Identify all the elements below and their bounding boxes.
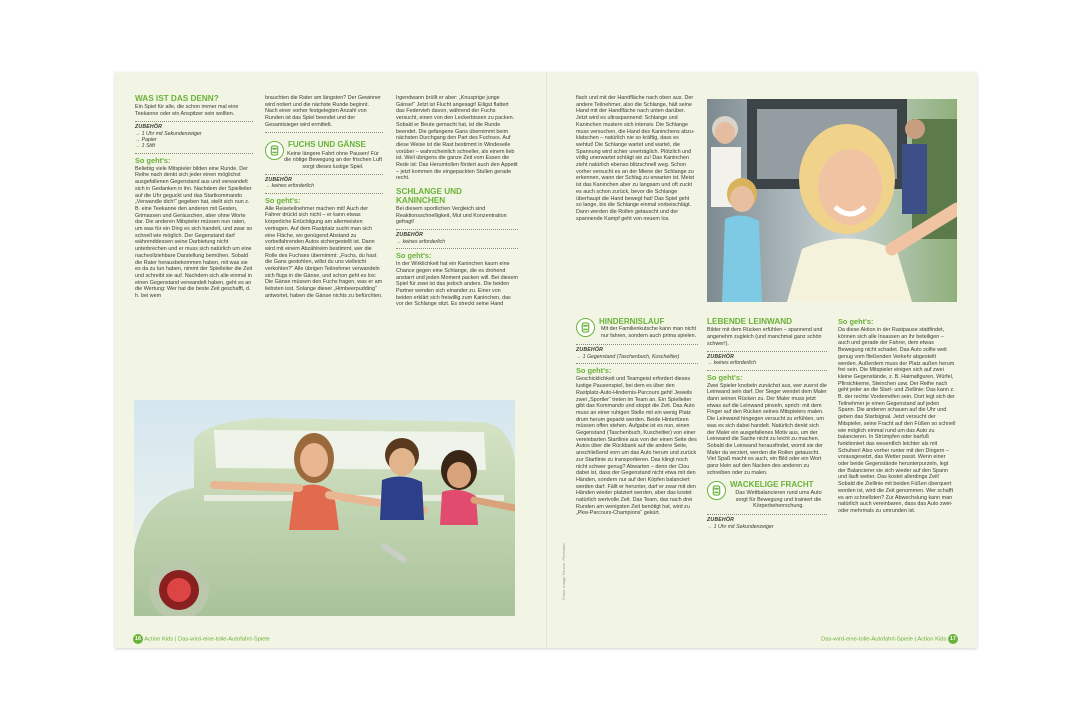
divider (396, 248, 518, 249)
how-heading: So geht's: (396, 251, 432, 261)
divider (265, 193, 383, 194)
footer-left (133, 634, 270, 644)
how-text: Da diese Aktion in der Rastpause stattfindet, können sich alle Insassen an ihr beteiligen – auch und gerade der Fahrer, dem etwas Bewegung nicht schadet. Das Auto sollte weit genug vom fließenden Verkehr abgestellt werden. Außerdem muss der Platz außen herum frei sein. Die Mitspieler einigen sich auf zwei kleine Gegenstände, z. B. Haimafiguren, Würfel, Pfirsichkerne, Steinchen usw. Der Reihe nach geht jeder an die Start- und Ziellinie: Das kann z. B. der rechte Vorderreifen sein. Dort legt sich der Teilnehmer je einen Gegenstand auf jeden Spann. Die anderen schauen auf die Uhr und geben das Startsignal. Jetzt versucht der Mitspieler, seine Fracht auf den Füßen so schnell wie möglich einmal rund um das Auto zu balancieren. In Strümpfen oder barfuß funktioniert das wesentlich leichter als mit Schuhen! Also vorher runter mit den Dingern – vorausgesetzt, das Wetter passt. Wenn einer oder beide Gegenstände herunterpurzeln, legt der Balancierer sie sich wieder auf den Spann und läuft weiter. Das kostet allerdings Zeit! Sobald die Ziellinie mit beiden Füßen überquert worden ist, wird die Zeit genommen. Wer schafft es am schnellsten? Zur Abwechslung kann man natürlich auch vereinbaren, dass das Auto zwei- oder mehrmals zu umrunden ist. (838, 327, 956, 514)
heading-schlange: SCHLANGE UND KANINCHEN (396, 187, 462, 205)
needs-label: ZUBEHÖR (396, 232, 424, 239)
how-heading: So geht's: (838, 317, 874, 326)
right-column-1 (576, 318, 698, 519)
intro-text: Bilder mit dem Rücken erfühlen – spannend und angenehm zugleich (und manchmal ganz schön schwer!). (707, 327, 823, 347)
game-intro: Keine längere Fahrt ohne Pausen! Für die nötige Bewegung an der frischen Luft sorgt dieses lustige Spiel. (284, 150, 382, 170)
footer-text: Das-wird-eine-tolle-Autofahrt-Spiele | Action Kids (821, 636, 947, 643)
needs-label: ZUBEHÖR (265, 176, 293, 183)
heading-lebende-leinwand: LEBENDE LEINWAND (707, 317, 793, 326)
needs-item: → 1 Gegenstand (Taschenbuch, Kuscheltier) (576, 354, 680, 361)
how-text: Geschicklichkeit und Teamgeist erfordert dieses lustige Pausenspiel, bei dem es über den Rastplatz-Auto-Hindernis-Parcours geht! Jeweils zwei „Sportler“ treten im Team an. Ein Spielleiter gibt das Kommando und stoppt die Zeit. Das Auto muss an einer ruhigen Stelle mit ein wenig Platz drum herum geparkt werden. Beide Hintertüren müssen offen stehen. Aufgabe ist es nun, einen Gegenstand (Taschenbuch, Kuscheltier) von einer vereinbarten Startlinie aus von der einen Seite des Autos über die Rückbank auf die andere Seite, anschließend vorn um das Auto herum und zurück zur Startlinie zu transportieren. Das klingt noch nicht schwer genug? Abwarten – denn der Clou dabei ist, dass der Gegenstand nicht etwa mit den Händen, sondern nur auf den Köpfen balanciert werden darf. Fällt er herunter, darf er zwar mit den Händen wieder platziert werden, aber das kostet natürlich wertvolle Zeit. Das Team, das nach drei Runden am wenigsten Zeit benötigt hat, wird zu „Pkw-Parcours-Champions“ gekürt. (576, 376, 697, 517)
car-icon (265, 141, 284, 160)
intro-text: Bei diesem sportlichen Vergleich sind Reaktionsschnelligkeit, Mut und Konzentration gefragt! (396, 205, 507, 226)
divider (707, 370, 827, 371)
divider (265, 132, 383, 133)
intro-text: Ein Spiel für alle, die schon immer mal eine Teekanne oder ein Anspitzer sein wollten. (135, 104, 239, 118)
how-heading: So geht's: (265, 195, 301, 205)
divider (576, 363, 698, 364)
heading-was-ist-das: WAS IST DAS DENN? (135, 94, 219, 103)
game-title: HINDERNISLAUF (599, 317, 665, 326)
right-column-2 (707, 318, 827, 531)
page-number: 17 (948, 634, 958, 644)
game-title: FUCHS UND GÄNSE (288, 139, 366, 149)
continued-text: brauchten die Rater am längsten? Der Gewinner wird notiert und die nächste Runde beginnt. Nach einer vorher festgelegten Anzahl von Runden ist das Spiel beendet und der Gesamtsieger wird ermittelt. (265, 95, 381, 128)
divider (135, 121, 253, 122)
needs-item: → keines erforderlich (396, 238, 446, 245)
continued-text: flach und mit der Handfläche nach oben aus. Der andere Teilnehmer, also die Schlange, hält seine Hand mit der Handfläche nach unten darüber. Jetzt wird es ultraspannend: Schlange und Kaninchen mustern sich intensiv. Die Schlange muss versuchen, die Hand des Kaninchens abzuklatschen – natürlich nie so kräftig, dass es wehtut! Die Schlange wartet und wartet, die Spannung wird schier unerträglich. Plötzlich und völlig unerwartet schlägt sie zu! Das Kaninchen zieht natürlich ebenso blitzschnell weg. Schon vorher versucht es an der Miene der Schlange zu erkennen, wann der Schlag zu erwarten ist. Meist ist das Kaninchen aber zu langsam und oft zuckt es auch schon zurück, bevor die Schlange überhaupt die Hand bewegt hat! Das Spiel geht so lange, bis die Schlange einmal vorbeischlägt. Dann werden die Rollen getauscht und der spannende Kampf geht von neuem los. (576, 95, 695, 222)
photo-smiling-girl (707, 99, 957, 302)
divider (135, 153, 253, 154)
gutter (546, 72, 547, 648)
left-column-1 (135, 95, 253, 301)
divider (396, 229, 518, 230)
page-number: 16 (133, 634, 143, 644)
how-heading: So geht's: (707, 372, 743, 382)
left-column-3 (396, 95, 518, 310)
needs-label: ZUBEHÖR (576, 347, 604, 354)
how-text: In der Wirklichkeit hat ein Kaninchen kaum eine Chance gegen eine Schlange, die es drohend anstarrt und jeden Moment packen will. Bei diesem Spiel für zwei ist das jedoch anders. Die beiden Partner wenden sich einander zu. Einer von beiden erklärt sich freiwillig zum Kaninchen, das vor der Schlange sitzt. Es streckt seine Hand (396, 261, 518, 308)
divider (707, 351, 827, 352)
car-icon (576, 318, 595, 337)
needs-item: → keines erforderlich (265, 183, 315, 190)
how-heading: So geht's: (576, 366, 612, 376)
needs-item: → Papier (135, 136, 157, 143)
how-text: Zwei Spieler knobeln zunächst aus, wer zuerst die Leinwand sein darf. Der Sieger wendet dem Maler dann seinen Rücken zu. Der Maler muss jetzt etwas auf die Leinwand pinseln, sprich: mit dem Finger auf den Rücken seines Mitspielers malen. Die Leinwand hingegen versucht zu erfühlen, um was es sich dabei handelt. Natürlich denkt sich der Maler ein ausgefallenes Motiv aus, um der Leinwand die Sache nicht zu leicht zu machen. Sobald die Leinwand herausfindet, womit sie der Maler da verziert, werden die Rollen getauscht. Viel Spaß macht es auch, ein Bild oder ein Wort ganz klein auf den Nacken des anderen zu schreiben oder zu malen. (707, 382, 827, 476)
game-header (576, 318, 698, 341)
car-icon (707, 481, 726, 500)
photo-credit: Fotos: Image Source, Photodisc (561, 543, 566, 600)
continued-text: Irgendwann brüllt er aber: „Knusprige junge Gänse!“ Jetzt ist Flucht angesagt! Eiligst flattert das Federvieh davon, während der Fuchs versucht, einen von den Leckerbissen zu packen. Sobald er Beute gemacht hat, ist die Runde beendet. Die gefangene Gans übernimmt beim nächsten Durchgang den Part des Fuchses. Auf diese Weise ist die Rast bestimmt in Windeseile vorüber – wahrscheinlich schneller, als einem lieb ist. Weil übrigens die ganze Zeit vom Essen die Rede ist: Das Herumtollen fördert auch den Appetit – jetzt kommen die eingepackten Stullen gerade recht. (396, 95, 518, 182)
divider (265, 174, 383, 175)
game-header (707, 481, 827, 511)
how-heading: So geht's: (135, 155, 171, 165)
game-intro: Mit der Familienkutsche kann man nicht nur fahren, sondern auch prima spielen. (600, 326, 697, 340)
footer-text: Action Kids | Das-wird-eine-tolle-Autofahrt-Spiele (144, 636, 270, 643)
game-intro: Das Wettbalancieren rund ums Auto sorgt für Bewegung und trainiert die Körperbeherrschung. (735, 489, 822, 510)
needs-label: ZUBEHÖR (707, 353, 735, 360)
divider (707, 514, 827, 515)
needs-item: → 1 Uhr mit Sekundenzeiger (707, 524, 774, 531)
game-title: WACKELIGE FRACHT (730, 480, 814, 490)
needs-item: → 1 Stift (135, 143, 155, 150)
right-column-3 (838, 318, 956, 516)
needs-label: ZUBEHÖR (135, 123, 163, 130)
needs-label: ZUBEHÖR (707, 517, 735, 524)
how-text: Alle Reiseteilnehmer machen mit! Auch der Fahrer drückt sich nicht – er kann etwas körperliche Ertüchtigung am allermeisten vertragen. Auf dem Rastplatz sucht man sich eine Fläche, wo genügend Abstand zu vorbeifahrenden Autos sichergestellt ist. Dann wird mit einem Abzählreim bestimmt, wer die Rolle des Fuchses übernimmt: „Fuchs, du hast die Gans gestohlen, willst du uns vielleicht verkohlen?“ Alle übrigen Teilnehmer verwandeln sich flugs in die Gänse, und schon geht es los: Die Gänse müssen den Fuchs fragen, was er am liebsten isst. Solange dieser „Himbeerpudding“ antwortet, haben die Gänse nichts zu befürchten. (265, 205, 383, 299)
needs-item: → 1 Uhr mit Sekundenzeiger (135, 130, 202, 137)
left-column-2 (265, 95, 383, 301)
divider (576, 344, 698, 345)
footer-right (821, 634, 958, 644)
photo-kids-in-car (134, 400, 515, 616)
right-column-top (576, 95, 696, 224)
needs-item: → keines erforderlich (707, 360, 757, 367)
how-text: Beliebig viele Mitspieler bilden eine Runde. Der Reihe nach denkt sich jeder einen möglichst ausgefallenen Gegenstand aus und verwandelt sich in Gedanken in ihn. Nachdem der Spielleiter auf die Uhr geguckt und das Startkommando „Verwandle dich!“ gegeben hat, stellt sich nun z. B. eine Teekanne den anderen mit Gesten, Grimassen und Geräuschen, aber ohne Worte dar. Die anderen Mitspieler müssen nun raten, um was für ein Ding es sich handelt, und zwar so schnell wie möglich. Der Gegenstand darf währenddessen seine Darbietung nicht unterbrechen und er muss sich natürlich um eine nachvollziehbare Darstellung bemühen. Sobald die Rater herausbekommen haben, mit was sie es da zu tun haben, nimmt der Spielleiter die Zeit und schreibt sie auf. Nachdem sich alle einmal in einen Gegenstand verwandelt haben, geht es an die Wertung: Wer hat die beste Zeit geschafft, d. h. bei wem (135, 165, 253, 300)
